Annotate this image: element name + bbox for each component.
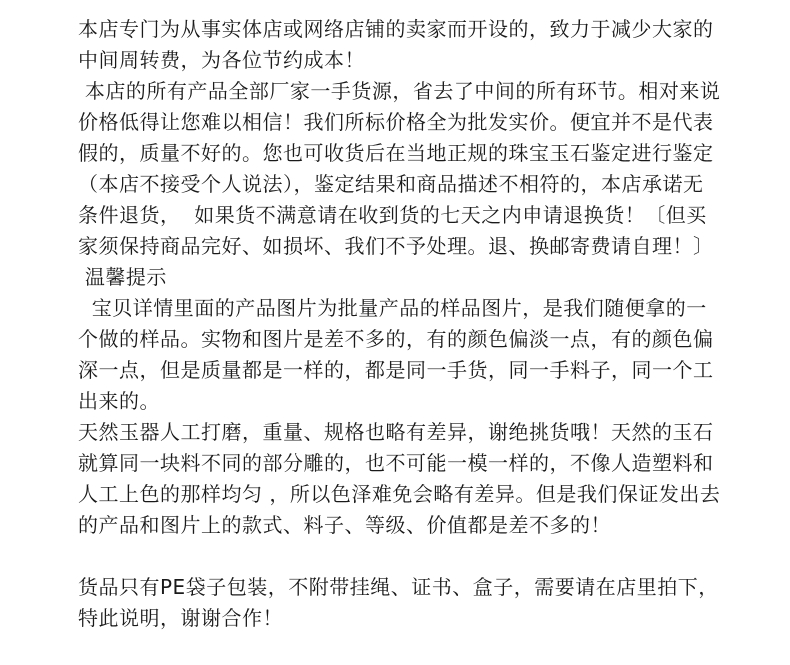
text-line: 宝贝详情里面的产品图片为批量产品的样品图片，是我们随便拿的一	[78, 296, 707, 320]
text-line: 条件退货， 如果货不满意请在收到货的七天之内申请退换货！〔但买	[78, 203, 707, 227]
text-line: 出来的。	[78, 389, 160, 413]
text-line: 中间周转费，为各位节约成本！	[78, 48, 365, 72]
text-line: 人工上色的那样均匀 ，所以色泽难免会略有差异。但是我们保证发出去	[78, 482, 721, 506]
natural-jade-paragraph	[78, 417, 721, 541]
text-line: 天然玉器人工打磨，重量、规格也略有差异，谢绝挑货哦！天然的玉石	[78, 420, 714, 444]
text-line: （本店不接受个人说法），鉴定结果和商品描述不相符的，本店承诺无	[78, 172, 704, 196]
text-line: 就算同一块料不同的部分雕的，也不可能一模一样的，不像人造塑料和	[78, 451, 714, 475]
text-line: 货品只有PE袋子包装，不附带挂绳、证书、盒子，需要请在店里拍下，	[78, 575, 719, 599]
shop-notice	[78, 14, 721, 634]
blank-line	[78, 541, 718, 572]
text-line: 本店的所有产品全部厂家一手货源，省去了中间的所有环节。相对来说	[78, 79, 721, 103]
text-line: 深一点，但是质量都是一样的，都是同一手货，同一手料子，同一个工	[78, 358, 714, 382]
text-line: 个做的样品。实物和图片是差不多的，有的颜色偏淡一点，有的颜色偏	[78, 327, 714, 351]
sourcing-paragraph	[78, 76, 721, 262]
sample-photo-paragraph	[78, 293, 718, 417]
packaging-paragraph	[78, 572, 718, 634]
text-line: 价格低得让您难以相信！我们所标价格全为批发实价。便宜并不是代表	[78, 110, 714, 134]
text-line: 家须保持商品完好、如损坏、我们不予处理。退、换邮寄费请自理！〕	[78, 234, 714, 258]
text-line: 的产品和图片上的款式、料子、等级、价值都是差不多的！	[78, 513, 611, 537]
intro-paragraph	[78, 14, 718, 76]
tips-heading: 温馨提示	[78, 265, 167, 289]
text-line: 假的，质量不好的。您也可收货后在当地正规的珠宝玉石鉴定进行鉴定	[78, 141, 714, 165]
text-line: 特此说明，谢谢合作！	[78, 606, 283, 630]
text-line: 本店专门为从事实体店或网络店铺的卖家而开设的，致力于减少大家的	[78, 17, 714, 41]
